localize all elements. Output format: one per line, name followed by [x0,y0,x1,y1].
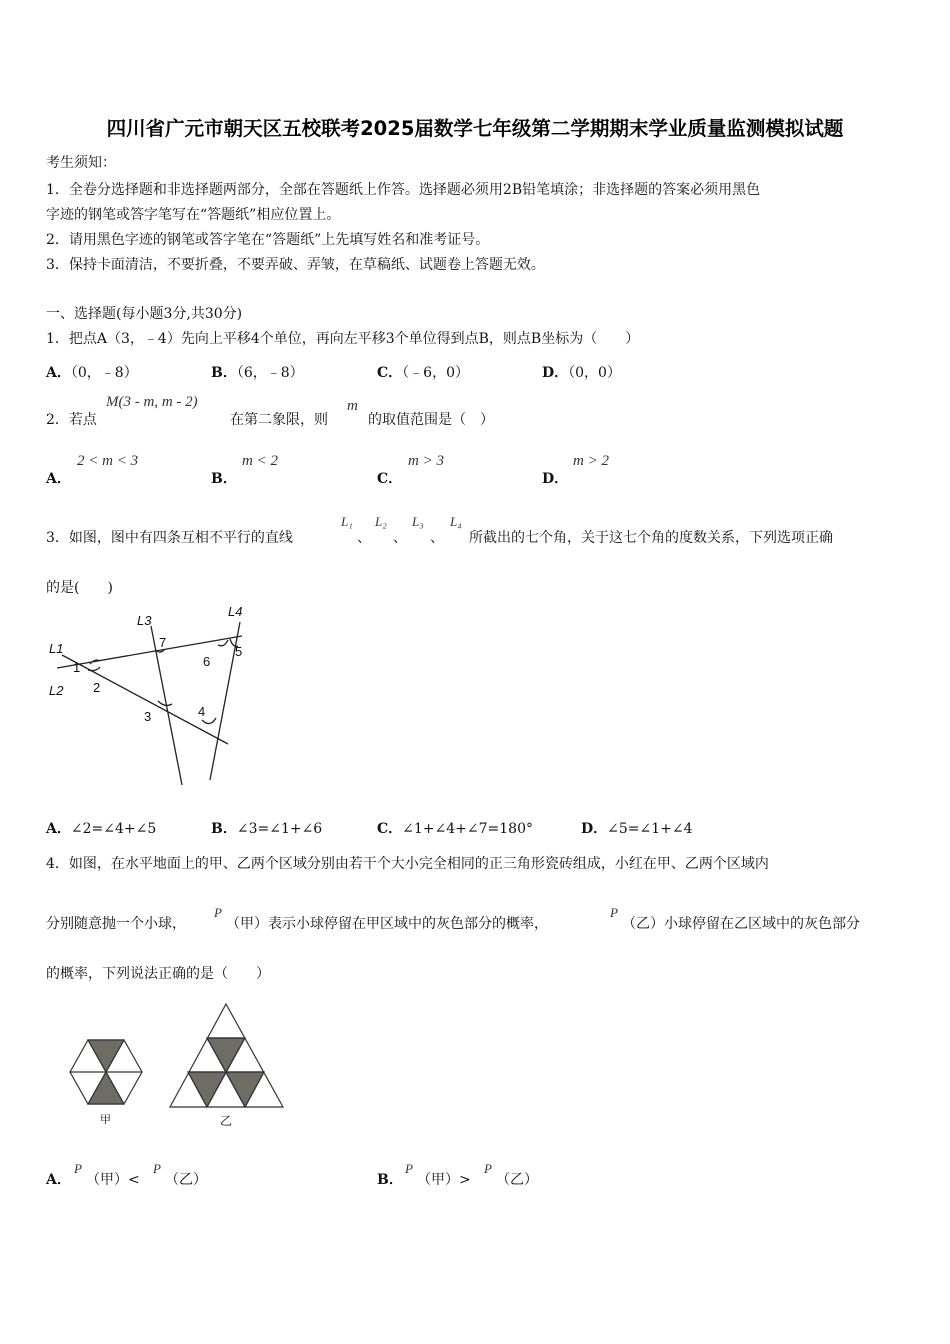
page-title: 四川省广元市朝天区五校联考2025届数学七年级第二学期期末学业质量监测模拟试题 [106,117,844,140]
q3-stem-line-2: 的是( ) [46,580,113,596]
q3-suffix: 所截出的七个角，关于这七个角的度数关系，下列选项正确 [469,530,833,546]
q2-variable: m [347,398,358,414]
q4-option-a-label: A． [46,1172,71,1188]
q3-separator-1: 、 [357,530,371,546]
q2-option-a-label: A． [46,471,71,487]
q4-option-b-text-1: （甲）> [417,1172,471,1188]
q2-option-b-label: B． [211,471,237,487]
figure-angle-4: 4 [198,704,206,719]
q4-stem-line-2c: （乙）小球停留在乙区域中的灰色部分 [622,916,860,932]
angle-arc-3 [158,701,172,705]
q1-option-b: B．（6，﹣8） [211,365,304,381]
q4-option-a-text-2: （乙） [165,1172,207,1188]
q3-line-l2: L₂ [375,514,387,529]
q3-prefix: 3．如图，图中有四条互相不平行的直线 [46,530,293,546]
q3-line-l1: L₁ [341,514,353,529]
q4-figure-jia [60,1030,155,1130]
q3-option-b: B．∠3=∠1+∠6 [211,821,323,837]
q2-middle: 在第二象限，则 [230,412,328,428]
q3-line-l3: L₃ [412,514,424,529]
q4-option-a-p1: P [74,1161,82,1176]
angle-arc-2 [88,667,100,671]
q1-option-d: D．（0，0） [542,365,621,381]
q2-option-d-math: m > 2 [573,453,609,469]
angle-arc-6 [218,640,228,646]
q4-stem-line-2b: （甲）表示小球停留在甲区域中的灰色部分的概率， [226,916,548,932]
figure-label-l1: L1 [49,641,64,656]
q2-point-expression: M(3 - m, m - 2) [106,394,198,410]
q4-figure-yi [168,1000,288,1130]
notice-item-3: 3．保持卡面清洁，不要折叠，不要弄破、弄皱，在草稿纸、试题卷上答题无效。 [46,257,545,273]
figure-label-jia: 甲 [100,1114,111,1126]
q3-separator-3: 、 [430,530,444,546]
q2-suffix: 的取值范围是（ ） [368,412,494,428]
figure-label-l2: L2 [49,683,64,698]
q4-option-b-p1: P [405,1161,413,1176]
line-l1 [57,636,242,668]
q3-lines-figure [40,600,260,795]
q3-option-c: C．∠1+∠4+∠7=180° [377,821,533,837]
q1-option-c: C．（﹣6，0） [377,365,469,381]
notice-item-2: 2．请用黑色字迹的钢笔或答字笔在“答题纸”上先填写姓名和准考证号。 [46,232,490,248]
q2-option-c-label: C． [377,471,403,487]
q4-p-symbol-2: P [610,905,618,920]
figure-label-l3: L3 [137,613,152,628]
q4-option-a-text-1: （甲）< [86,1172,140,1188]
notice-item-1-line-2: 字迹的钢笔或答字笔写在“答题纸”相应位置上。 [46,207,341,223]
figure-angle-7: 7 [159,635,167,650]
figure-angle-3: 3 [144,709,152,724]
q3-option-d: D．∠5=∠1+∠4 [581,821,693,837]
figure-label-yi: 乙 [220,1114,233,1128]
q4-option-b-p2: P [484,1161,492,1176]
figure-angle-5: 5 [235,644,243,659]
q4-option-b-label: B． [377,1172,403,1188]
figure-angle-6: 6 [203,654,211,669]
figure-angle-2: 2 [93,680,101,695]
q2-option-c-math: m > 3 [408,453,444,469]
q2-prefix: 2．若点 [46,412,97,428]
q4-p-symbol-1: P [214,905,222,920]
q1-stem: 1．把点A（3，﹣4）先向上平移4个单位，再向左平移3个单位得到点B，则点B坐标为（ ） [46,331,640,347]
q4-stem-line-2a: 分别随意抛一个小球， [46,916,186,932]
q1-option-a: A．（0，﹣8） [46,365,138,381]
q4-stem-line-3: 的概率，下列说法正确的是（ ） [46,966,270,982]
q2-option-d-label: D． [542,471,569,487]
notice-heading: 考生须知： [46,155,116,171]
q4-stem-line-1: 4．如图，在水平地面上的甲、乙两个区域分别由若干个大小完全相同的正三角形瓷砖组成，小红在甲、乙两个区域内 [46,856,769,872]
figure-angle-1: 1 [73,660,81,675]
figure-label-l4: L4 [228,604,243,619]
q3-separator-2: 、 [393,530,407,546]
q3-line-l4: L₄ [450,514,462,529]
q2-option-b-math: m < 2 [242,453,278,469]
q4-option-b-text-2: （乙） [496,1172,538,1188]
section-heading: 一、选择题(每小题3分,共30分) [46,306,243,322]
q2-option-a-math: 2 < m < 3 [77,453,139,469]
notice-item-1-line-1: 1．全卷分选择题和非选择题两部分，全部在答题纸上作答。选择题必须用2B铅笔填涂；非选择题的答案必须用黑色 [46,182,761,198]
q3-option-a: A．∠2=∠4+∠5 [46,821,157,837]
q4-option-a-p2: P [153,1161,161,1176]
